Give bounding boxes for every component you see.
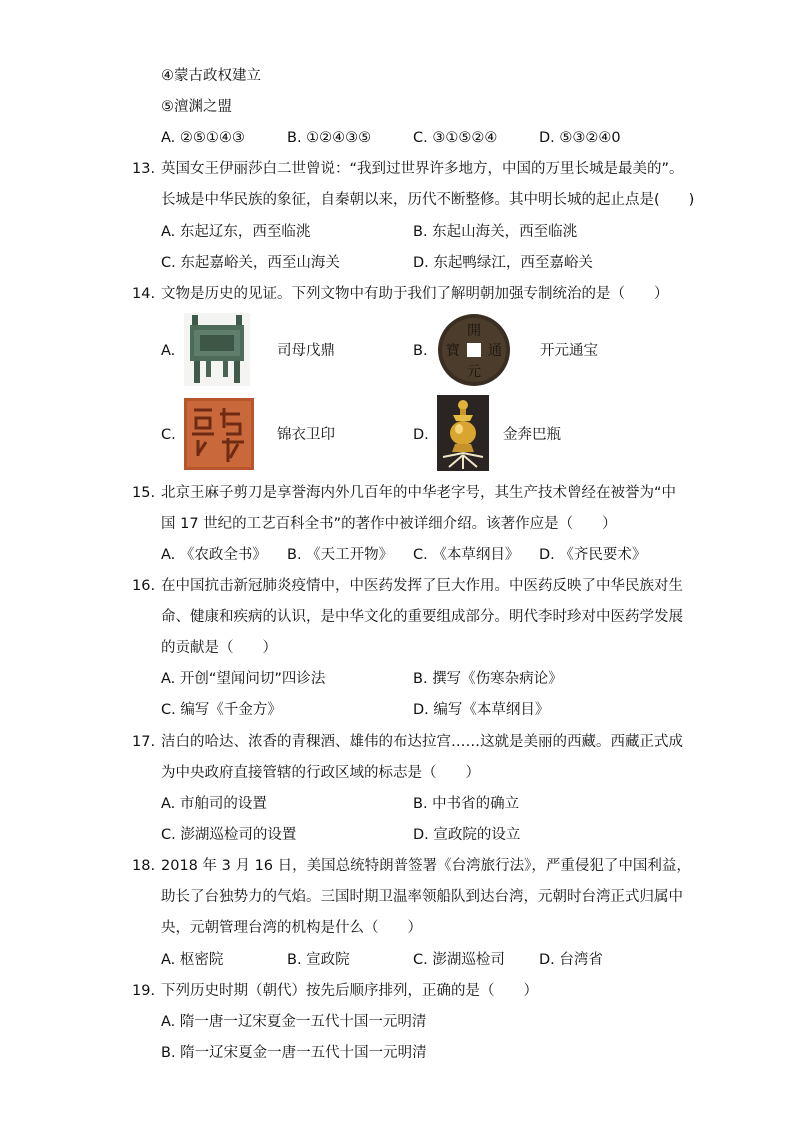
q14-option-a[interactable]: A. bbox=[161, 343, 176, 359]
q14-option-d[interactable]: D. bbox=[413, 427, 429, 443]
q16-stem-line1: 在中国抗击新冠肺炎疫情中，中医药发挥了巨大作用。中医药反映了中华民族对生 bbox=[161, 578, 683, 594]
q14-stem-line1: 文物是历史的见证。下列文物中有助于我们了解明朝加强专制统治的是（ ） bbox=[161, 286, 669, 302]
coin-image bbox=[437, 313, 511, 387]
q18-number: 18. bbox=[132, 858, 156, 874]
q15-option-b[interactable]: B. 《天工开物》 bbox=[287, 547, 394, 563]
intro-item-4: ④蒙古政权建立 bbox=[161, 68, 261, 84]
coin-char-bottom: 元 bbox=[467, 364, 481, 380]
q14-caption-b: 开元通宝 bbox=[540, 343, 598, 359]
q17-option-d[interactable]: D. 宣政院的设立 bbox=[413, 827, 521, 843]
q18-stem-line3: 央，元朝管理台湾的机构是什么（ ） bbox=[161, 920, 422, 936]
q17-stem-line2: 为中央政府直接管辖的行政区域的标志是（ ） bbox=[161, 765, 480, 781]
q19-option-a[interactable]: A. 隋一唐一辽宋夏金一五代十国一元明清 bbox=[161, 1014, 427, 1030]
q14-number: 14. bbox=[132, 286, 156, 302]
q18-option-c[interactable]: C. 澎湖巡检司 bbox=[413, 952, 505, 968]
seal-image bbox=[184, 398, 254, 470]
q16-option-b[interactable]: B. 撰写《伤寒杂病论》 bbox=[413, 671, 563, 687]
q12-option-a[interactable]: A. ②⑤①④③ bbox=[161, 130, 245, 146]
coin-icon bbox=[437, 313, 511, 387]
q16-number: 16. bbox=[132, 578, 156, 594]
q14-caption-d: 金奔巴瓶 bbox=[503, 427, 561, 443]
q18-stem-line1: 2018 年 3 月 16 日，美国总统特朗普签署《台湾旅行法》，严重侵犯了中国利益， bbox=[161, 858, 691, 874]
q17-number: 17. bbox=[132, 734, 156, 750]
q16-stem-line3: 的贡献是（ ） bbox=[161, 640, 277, 656]
q18-option-d[interactable]: D. 台湾省 bbox=[539, 952, 603, 968]
q14-option-c[interactable]: C. bbox=[161, 427, 176, 443]
ding-image bbox=[184, 313, 250, 386]
q13-option-d[interactable]: D. 东起鸭绿江，西至嘉峪关 bbox=[413, 255, 593, 271]
q15-option-a[interactable]: A. 《农政全书》 bbox=[161, 547, 267, 563]
q16-option-a[interactable]: A. 开创“望闻问切”四诊法 bbox=[161, 671, 326, 687]
q14-option-b[interactable]: B. bbox=[413, 343, 428, 359]
q13-option-c[interactable]: C. 东起嘉峪关，西至山海关 bbox=[161, 255, 340, 271]
q17-stem-line1: 洁白的哈达、浓香的青稞酒、雄伟的布达拉宫……这就是美丽的西藏。西藏正式成 bbox=[161, 734, 683, 750]
q13-stem-line2: 长城是中华民族的象征，自秦朝以来，历代不断整修。其中明长城的起止点是( ) bbox=[161, 192, 695, 208]
coin-char-top: 開 bbox=[467, 323, 481, 339]
q13-option-b[interactable]: B. 东起山海关，西至临洮 bbox=[413, 224, 578, 240]
q12-option-b[interactable]: B. ①②④③⑤ bbox=[287, 130, 372, 146]
q17-option-c[interactable]: C. 澎湖巡检司的设置 bbox=[161, 827, 297, 843]
q12-option-c[interactable]: C. ③①⑤②④ bbox=[413, 130, 498, 146]
seal-icon bbox=[184, 398, 254, 470]
q17-option-a[interactable]: A. 市舶司的设置 bbox=[161, 796, 267, 812]
q16-stem-line2: 命、健康和疾病的认识，是中华文化的重要组成部分。明代李时珍对中医药学发展 bbox=[161, 609, 683, 625]
q15-option-c[interactable]: C. 《本草纲目》 bbox=[413, 547, 520, 563]
q15-stem-line1: 北京王麻子剪刀是享誉海内外几百年的中华老字号，其生产技术曾经在被誉为“中 bbox=[161, 485, 677, 501]
q15-stem-line2: 国 17 世纪的工艺百科全书”的著作中被详细介绍。该著作应是（ ） bbox=[161, 516, 617, 532]
q15-option-d[interactable]: D. 《齐民要术》 bbox=[539, 547, 647, 563]
q17-option-b[interactable]: B. 中书省的确立 bbox=[413, 796, 520, 812]
q13-number: 13. bbox=[132, 161, 156, 177]
coin-char-right: 通 bbox=[488, 343, 502, 359]
q14-caption-a: 司母戊鼎 bbox=[277, 343, 335, 359]
q16-option-c[interactable]: C. 编写《千金方》 bbox=[161, 702, 282, 718]
q18-option-a[interactable]: A. 枢密院 bbox=[161, 952, 224, 968]
q13-option-a[interactable]: A. 东起辽东，西至临洮 bbox=[161, 224, 311, 240]
q18-option-b[interactable]: B. 宣政院 bbox=[287, 952, 350, 968]
q19-option-b[interactable]: B. 隋一辽宋夏金一唐一五代十国一元明清 bbox=[161, 1045, 427, 1061]
q18-stem-line2: 助长了台独势力的气焰。三国时期卫温率领船队到达台湾，元朝时台湾正式归属中 bbox=[161, 889, 683, 905]
vase-image bbox=[437, 395, 489, 471]
vase-icon bbox=[437, 395, 489, 471]
q15-number: 15. bbox=[132, 485, 156, 501]
q19-stem-line1: 下列历史时期（朝代）按先后顺序排列，正确的是（ ） bbox=[161, 983, 538, 999]
q19-number: 19. bbox=[132, 983, 156, 999]
intro-item-5: ⑤澶渊之盟 bbox=[161, 99, 232, 115]
q12-option-d[interactable]: D. ⑤③②④0 bbox=[539, 130, 621, 146]
coin-char-left: 寶 bbox=[446, 343, 460, 359]
q16-option-d[interactable]: D. 编写《本草纲目》 bbox=[413, 702, 550, 718]
ding-icon bbox=[184, 313, 250, 386]
q14-caption-c: 锦衣卫印 bbox=[277, 427, 335, 443]
q13-stem-line1: 英国女王伊丽莎白二世曾说：“我到过世界许多地方，中国的万里长城是最美的”。 bbox=[161, 161, 684, 177]
